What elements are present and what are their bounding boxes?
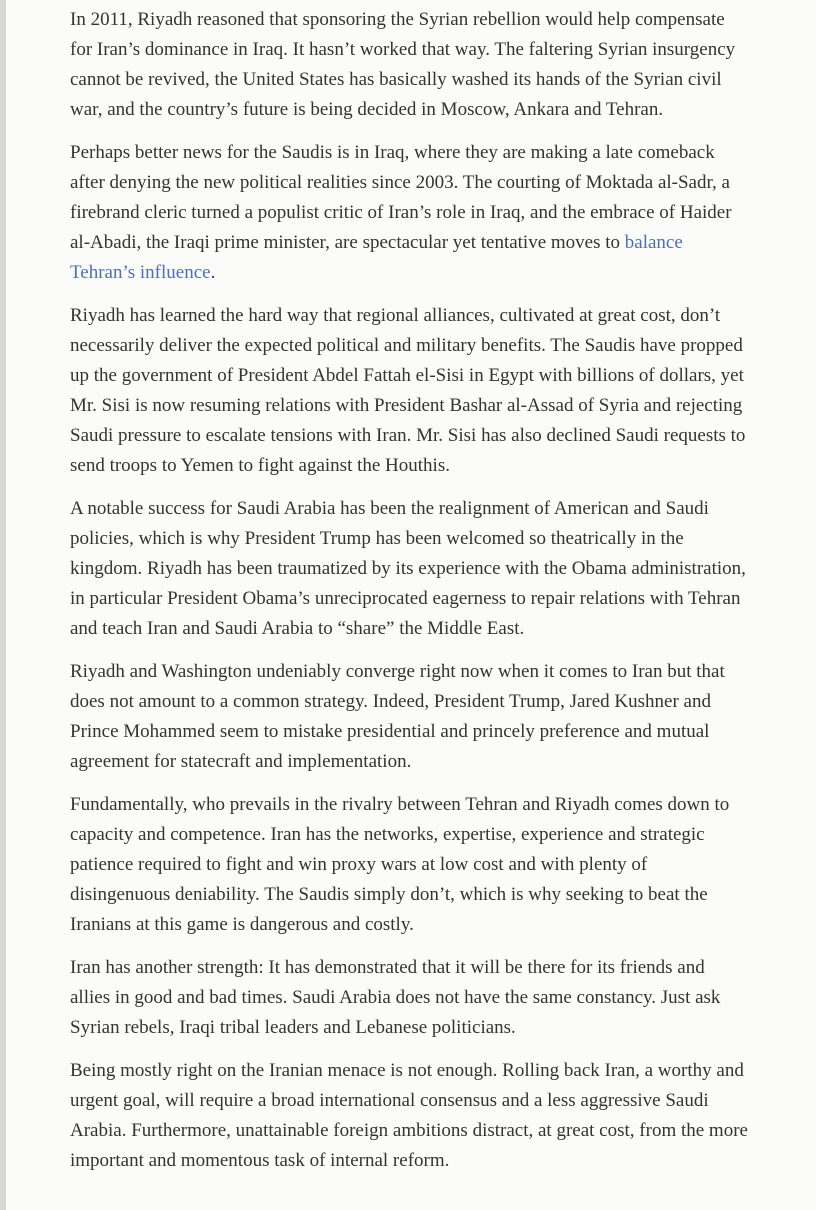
left-edge-strip [0, 0, 6, 1210]
balance-tehrans-influence-link[interactable]: balance Tehran’s influence [70, 232, 683, 283]
paragraph-4-text: A notable success for Saudi Arabia has been the realignment of American and Saudi policies, which is why President Trump has been welcomed so theatrically in the kingdom. Riyadh has been traumatized by its experience with the Obama administration, in particular President Obama’s unreciprocated eagerness to repair relations with Tehran and teach Iran and Saudi Arabia to “share” the Middle East. [70, 498, 746, 639]
paragraph-5-text: Riyadh and Washington undeniably converge right now when it comes to Iran but that does not amount to a common strategy. Indeed, President Trump, Jared Kushner and Prince Mohammed seem to mistake presidential and princely preference and mutual agreement for statecraft and implementation. [70, 661, 725, 772]
paragraph-8 [70, 1056, 748, 1176]
paragraph-2-text-before-link: Perhaps better news for the Saudis is in Iraq, where they are making a late comeback after denying the new political realities since 2003. The courting of Moktada al-Sadr, a firebrand cleric turned a populist critic of Iran’s role in Iraq, and the embrace of Haider al-Abadi, the Iraqi prime minister, are spectacular yet tentative moves to [70, 142, 732, 253]
paragraph-3-text: Riyadh has learned the hard way that regional alliances, cultivated at great cost, don’t necessarily deliver the expected political and military benefits. The Saudis have propped up the government of President Abdel Fattah el-Sisi in Egypt with billions of dollars, yet Mr. Sisi is now resuming relations with President Bashar al-Assad of Syria and rejecting Saudi pressure to escalate tensions with Iran. Mr. Sisi has also declined Saudi requests to send troops to Yemen to fight against the Houthis. [70, 305, 746, 476]
paragraph-6-text: Fundamentally, who prevails in the rivalry between Tehran and Riyadh comes down to capacity and competence. Iran has the networks, expertise, experience and strategic patience required to fight and win proxy wars at low cost and with plenty of disingenuous deniability. The Saudis simply don’t, which is why seeking to beat the Iranians at this game is dangerous and costly. [70, 794, 730, 935]
paragraph-3 [70, 301, 748, 481]
paragraph-5 [70, 657, 748, 777]
paragraph-2 [70, 138, 748, 288]
paragraph-6 [70, 790, 748, 940]
paragraph-1 [70, 5, 748, 125]
paragraph-7 [70, 953, 748, 1043]
paragraph-1-text: In 2011, Riyadh reasoned that sponsoring the Syrian rebellion would help compensate for Iran’s dominance in Iraq. It hasn’t worked that way. The faltering Syrian insurgency cannot be revived, the United States has basically washed its hands of the Syrian civil war, and the country’s future is being decided in Moscow, Ankara and Tehran. [70, 9, 736, 120]
paragraph-7-text: Iran has another strength: It has demonstrated that it will be there for its friends and allies in good and bad times. Saudi Arabia does not have the same constancy. Just ask Syrian rebels, Iraqi tribal leaders and Lebanese politicians. [70, 957, 721, 1038]
paragraph-4 [70, 494, 748, 644]
paragraph-2-text-after-link: . [210, 262, 216, 283]
article-body [70, 0, 748, 1189]
paragraph-8-text: Being mostly right on the Iranian menace is not enough. Rolling back Iran, a worthy and urgent goal, will require a broad international consensus and a less aggressive Saudi Arabia. Furthermore, unattainable foreign ambitions distract, at great cost, from the more important and momentous task of internal reform. [70, 1060, 748, 1171]
